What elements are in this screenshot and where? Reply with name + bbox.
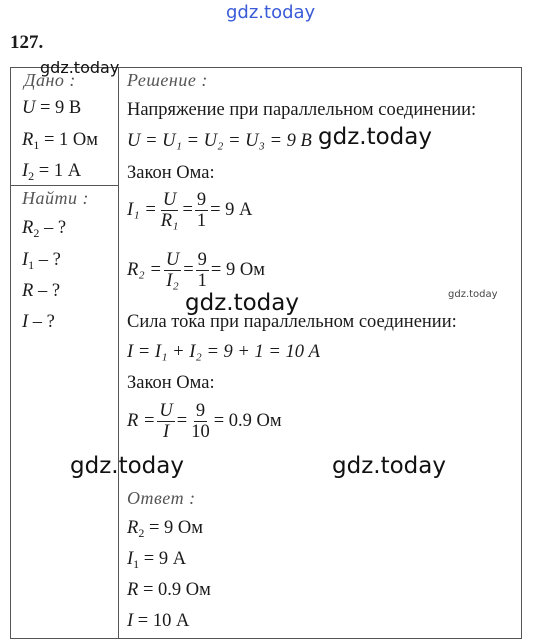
watermark-bottom-right: gdz.today [332,453,446,479]
answer-item: $R_2 = 9$ Ом [127,518,203,540]
r-equation: R = $\frac{U}{I}$ = $\frac{9}{10}$ = 0.9 Ом [127,401,282,442]
find-item: I – ? [22,312,55,332]
column-divider [118,67,119,638]
current-equation: I = I₁ + I₂ = 9 + 1 = 10 А [127,342,320,362]
parallel-voltage-text: Напряжение при параллельном соединении: [127,100,477,120]
voltage-equation: U = U₁ = U₂ = U₃ = 9 В [127,131,312,151]
find-label: Найти : [22,188,89,208]
parallel-current-text: Сила тока при параллельном соединении: [127,312,457,332]
given-label: Дано : [24,70,76,90]
r2-equation: R₂ = $\frac{U}{\text{I₂}}$ = $\frac{9}{1}$ = 9 Ом [127,250,265,291]
find-item: $R_2$ – ? [22,218,67,240]
answer-item: R = 0.9 Ом [127,580,211,600]
answer-label: Ответ : [127,488,196,508]
given-item: $I_2 = 1$ А [22,161,82,183]
watermark-bottom-left: gdz.today [70,453,184,479]
watermark-dano: gdz.today [40,58,120,77]
find-item: R – ? [22,281,61,301]
watermark-middle: gdz.today [185,290,299,316]
watermark-top: gdz.today [226,2,316,23]
answer-item: $I_1 = 9$ А [127,549,187,571]
ohm-law-label-2: Закон Ома: [127,373,215,393]
ohm-law-label: Закон Ома: [127,163,215,183]
given-find-divider [10,185,119,186]
answer-item: I = 10 А [127,611,190,631]
watermark-small: gdz.today [448,289,498,300]
find-item: $I_1$ – ? [22,250,61,272]
given-item: $R_1 = 1$ Ом [22,130,98,152]
problem-number: 127. [10,32,44,53]
watermark-voltage: gdz.today [318,124,432,150]
i1-equation: I₁ = $\frac{U}{\text{R₁}}$ = $\frac{9}{1}$ = 9 А [127,190,253,231]
given-item: U = 9 В [22,98,82,118]
solution-label: Решение : [127,70,208,90]
